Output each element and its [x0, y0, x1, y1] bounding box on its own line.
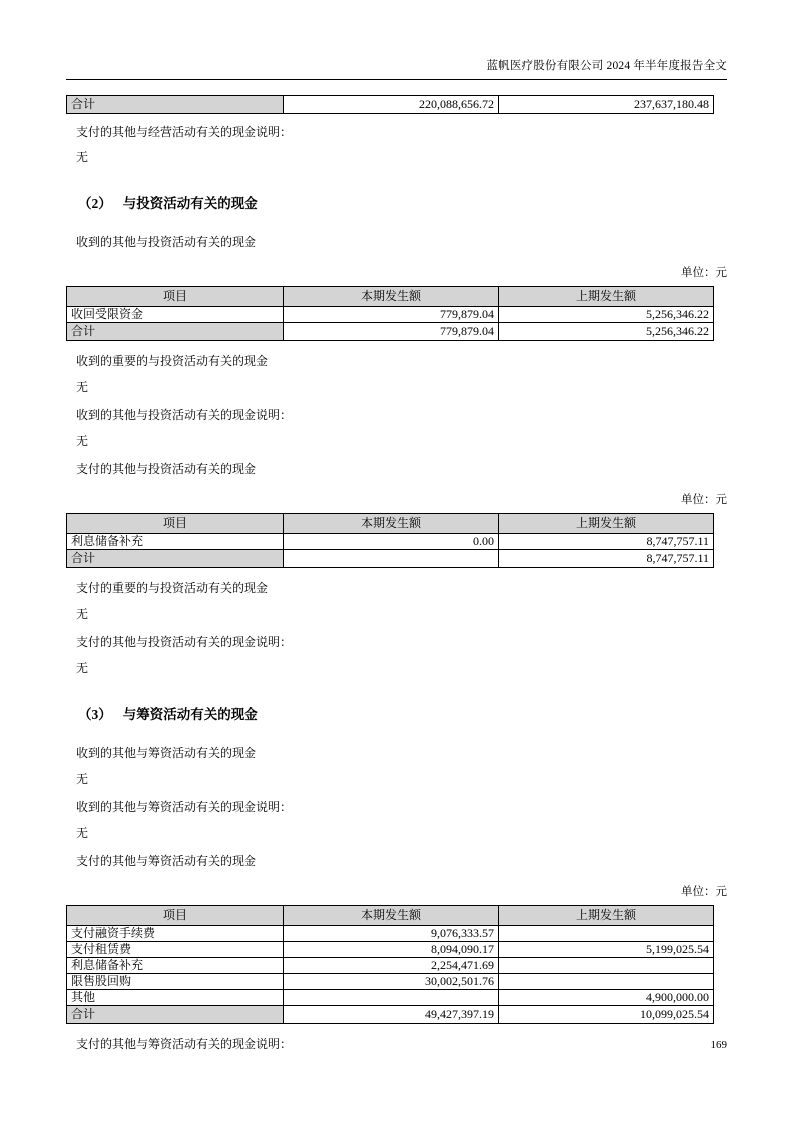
section2-received-significant-value: 无: [76, 380, 89, 394]
table-total-row: [67, 323, 714, 341]
section-2-title: 与投资活动有关的现金: [122, 196, 258, 211]
section-3-title: 与筹资活动有关的现金: [122, 707, 258, 722]
column-header-item: 项目: [67, 906, 284, 926]
table-row: [67, 974, 714, 990]
cell-item: 利息储备补充: [67, 534, 284, 550]
section-2-heading: [66, 195, 727, 213]
column-header-current: 本期发生额: [284, 514, 499, 534]
cell-item: 合计: [67, 550, 284, 568]
cell-previous: 5,199,025.54: [499, 942, 714, 958]
column-header-item: 项目: [67, 514, 284, 534]
section2-received-table: [66, 286, 714, 341]
section3-received-note-value: 无: [76, 826, 89, 840]
table-row: [67, 990, 714, 1006]
cell-current: 8,094,090.17: [284, 942, 499, 958]
section2-paid-note-value: 无: [76, 661, 89, 675]
section-2-number: （2）: [78, 196, 112, 211]
section3-paid-table: [66, 905, 714, 1024]
column-header-current: 本期发生额: [284, 906, 499, 926]
operating-cash-total-table: [66, 95, 714, 114]
cell-previous: 8,747,757.11: [499, 550, 714, 568]
cell-current: 2,254,471.69: [284, 958, 499, 974]
cell-item: 利息储备补充: [67, 958, 284, 974]
cell-item: 合计: [67, 323, 284, 341]
cell-previous: [499, 958, 714, 974]
page-number: [66, 1038, 727, 1052]
cell-item: 收回受限资金: [67, 307, 284, 323]
cell-item: 合计: [67, 96, 284, 114]
section3-paid-other-label: 支付的其他与筹资活动有关的现金: [76, 854, 257, 868]
table-header-row: [67, 287, 714, 307]
cell-current: 30,002,501.76: [284, 974, 499, 990]
cell-item: 合计: [67, 1006, 284, 1024]
cell-current: 220,088,656.72: [284, 96, 499, 114]
table-row: [67, 534, 714, 550]
operating-note-label: 支付的其他与经营活动有关的现金说明：: [76, 125, 293, 139]
cell-previous: 10,099,025.54: [499, 1006, 714, 1024]
cell-item: 其他: [67, 990, 284, 1006]
table-header-row: [67, 906, 714, 926]
column-header-previous: 上期发生额: [499, 906, 714, 926]
column-header-previous: 上期发生额: [499, 287, 714, 307]
column-header-previous: 上期发生额: [499, 514, 714, 534]
table-row: [67, 942, 714, 958]
table-row: [67, 926, 714, 942]
section2-received-unit: 单位：元: [681, 267, 727, 279]
page-content: [66, 95, 727, 1052]
cell-item: 支付融资手续费: [67, 926, 284, 942]
cell-item: 限售股回购: [67, 974, 284, 990]
table-row: [67, 958, 714, 974]
cell-current: 779,879.04: [284, 307, 499, 323]
section2-received-significant-label: 收到的重要的与投资活动有关的现金: [76, 354, 269, 368]
section2-received-other-label: 收到的其他与投资活动有关的现金: [76, 235, 257, 249]
section3-received-other-label: 收到的其他与筹资活动有关的现金: [76, 746, 257, 760]
section2-received-note-value: 无: [76, 434, 89, 448]
cell-previous: [499, 974, 714, 990]
cell-previous: 5,256,346.22: [499, 307, 714, 323]
section3-paid-note-label: 支付的其他与筹资活动有关的现金说明：: [76, 1037, 293, 1051]
table-header-row: [67, 514, 714, 534]
section2-paid-table: [66, 513, 714, 568]
section2-paid-note-label: 支付的其他与投资活动有关的现金说明：: [76, 635, 293, 649]
section3-paid-unit: 单位：元: [681, 886, 727, 898]
running-header: [66, 58, 727, 74]
cell-previous: 5,256,346.22: [499, 323, 714, 341]
section2-paid-other-label: 支付的其他与投资活动有关的现金: [76, 462, 257, 476]
operating-note-value: 无: [76, 150, 89, 164]
section2-paid-unit: 单位：元: [681, 494, 727, 506]
cell-current: [284, 550, 499, 568]
cell-item: 支付租赁费: [67, 942, 284, 958]
section-3-number: （3）: [78, 707, 112, 722]
table-total-row: [67, 1006, 714, 1024]
section-3-heading: [66, 706, 727, 724]
cell-previous: 8,747,757.11: [499, 534, 714, 550]
section2-paid-significant-value: 无: [76, 607, 89, 621]
cell-previous: [499, 926, 714, 942]
running-header-text: 蓝帆医疗股份有限公司 2024 年半年度报告全文: [486, 60, 727, 72]
table-row: [67, 96, 714, 114]
section2-received-note-label: 收到的其他与投资活动有关的现金说明：: [76, 408, 293, 422]
cell-previous: 237,637,180.48: [499, 96, 714, 114]
cell-previous: 4,900,000.00: [499, 990, 714, 1006]
table-total-row: [67, 550, 714, 568]
column-header-current: 本期发生额: [284, 287, 499, 307]
cell-current: 49,427,397.19: [284, 1006, 499, 1024]
section3-received-other-value: 无: [76, 772, 89, 786]
cell-current: 0.00: [284, 534, 499, 550]
page-number-text: 169: [710, 1039, 727, 1051]
cell-current: 779,879.04: [284, 323, 499, 341]
column-header-item: 项目: [67, 287, 284, 307]
cell-current: [284, 990, 499, 1006]
header-divider: [66, 79, 727, 80]
cell-current: 9,076,333.57: [284, 926, 499, 942]
section2-paid-significant-label: 支付的重要的与投资活动有关的现金: [76, 581, 269, 595]
table-row: [67, 307, 714, 323]
section3-received-note-label: 收到的其他与筹资活动有关的现金说明：: [76, 800, 293, 814]
